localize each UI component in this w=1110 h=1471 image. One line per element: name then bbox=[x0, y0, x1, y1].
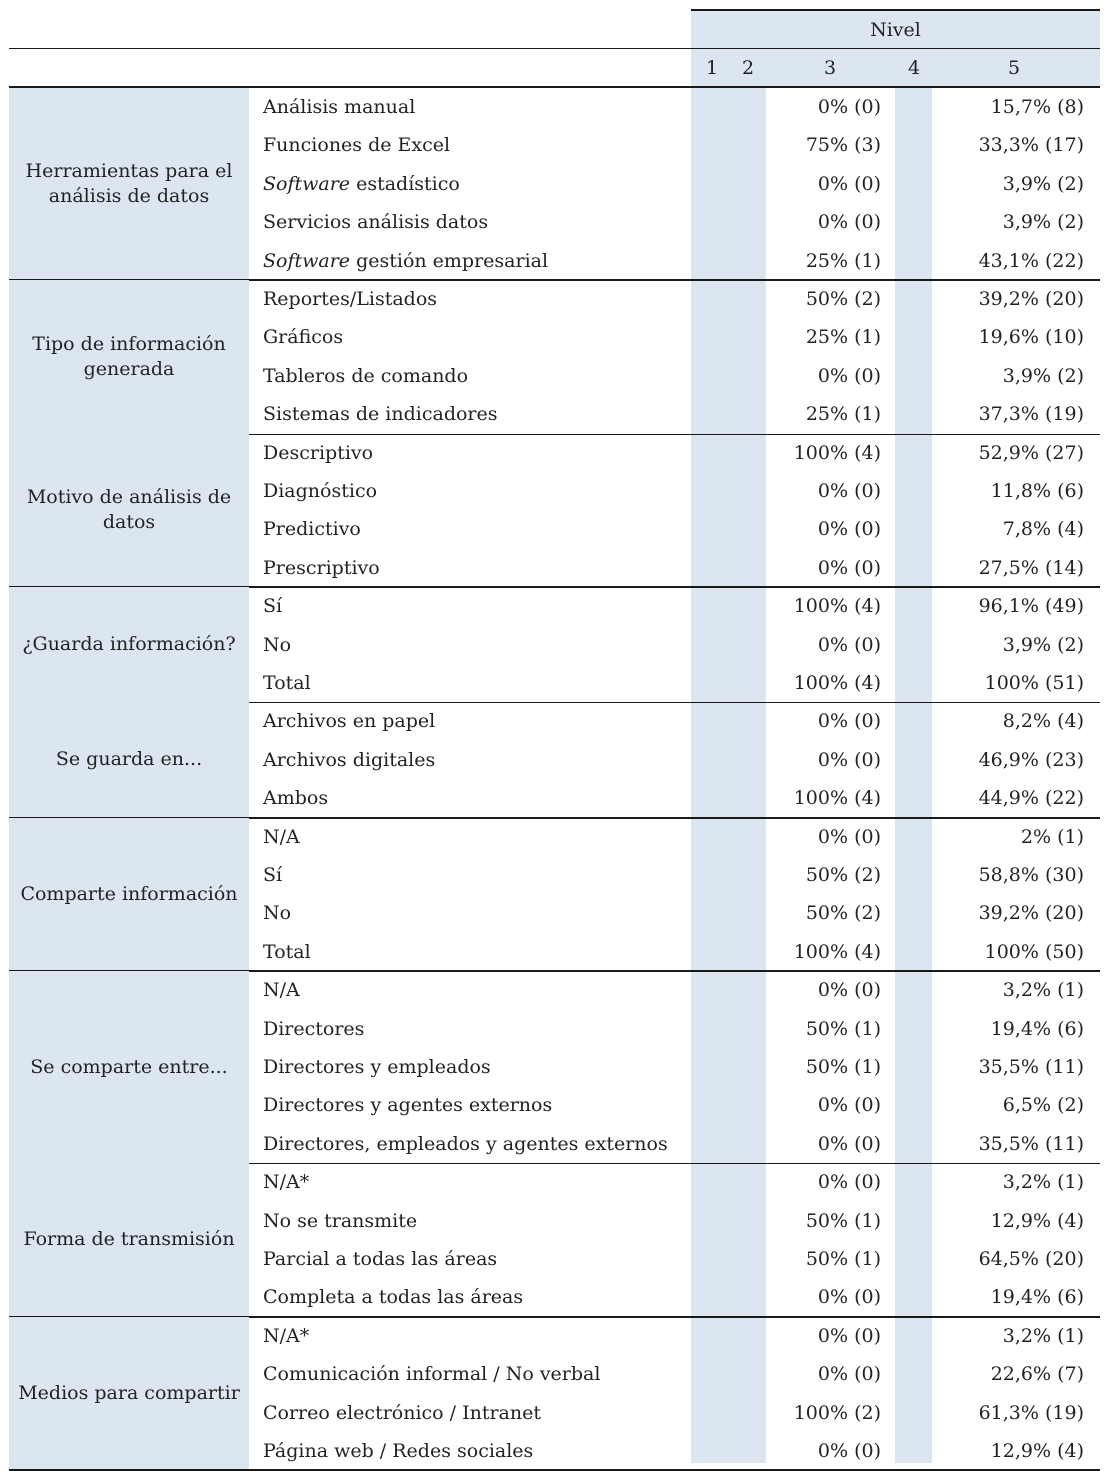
category-text: ¿Guarda información? bbox=[22, 633, 236, 656]
row-label bbox=[263, 326, 343, 348]
category-label bbox=[14, 1163, 244, 1317]
row-label bbox=[263, 826, 300, 848]
level-5-cell: 3,9% (2) bbox=[1002, 364, 1084, 387]
row-label bbox=[263, 134, 450, 156]
row-label-text: Correo electrónico / Intranet bbox=[263, 1401, 542, 1424]
category-label bbox=[14, 587, 244, 702]
level-3-cell: 50% (2) bbox=[805, 902, 881, 925]
level-5-cell: 39,2% (20) bbox=[978, 288, 1084, 310]
row-label-text: gestión empresarial bbox=[350, 249, 549, 272]
row-label bbox=[263, 634, 291, 656]
row-label bbox=[263, 365, 468, 387]
row-label bbox=[263, 979, 300, 1001]
level-3-cell: 0% (0) bbox=[817, 1094, 881, 1117]
category-label bbox=[14, 702, 244, 817]
row-label-text: Comunicación informal / No verbal bbox=[263, 1363, 601, 1386]
level-5-cell: 3,9% (2) bbox=[1002, 633, 1084, 656]
row-label bbox=[263, 1286, 523, 1308]
row-label bbox=[263, 1056, 491, 1078]
row-label bbox=[263, 672, 311, 694]
category-label bbox=[14, 1317, 244, 1471]
level-5-cell: 39,2% (20) bbox=[978, 902, 1084, 925]
row-label bbox=[263, 1402, 541, 1424]
level-3-cell: 100% (2) bbox=[793, 1401, 881, 1424]
category-label bbox=[14, 818, 244, 972]
category-text: Motivo de análisis de datos bbox=[26, 486, 232, 534]
level-5-cell: 8,2% (4) bbox=[1002, 710, 1084, 733]
row-label bbox=[263, 941, 311, 963]
row-label-text: Servicios análisis datos bbox=[263, 211, 489, 234]
levels-1-2-column bbox=[691, 88, 766, 1463]
category-text: Herramientas para el análisis de datos bbox=[25, 160, 233, 207]
category-text: Se guarda en... bbox=[55, 748, 203, 771]
header-mid-rule bbox=[9, 48, 1100, 49]
category-text: Se comparte entre... bbox=[30, 1055, 228, 1078]
row-label bbox=[263, 442, 373, 464]
row-label bbox=[263, 1171, 309, 1193]
level-3-cell: 0% (0) bbox=[817, 1286, 881, 1309]
category-label bbox=[14, 971, 244, 1163]
section-rule bbox=[249, 434, 1100, 435]
level-5-cell: 19,6% (10) bbox=[978, 326, 1084, 349]
row-label-text: Predictivo bbox=[263, 518, 361, 541]
row-label-text: No se transmite bbox=[263, 1209, 418, 1232]
level-3-cell: 0% (0) bbox=[817, 518, 881, 541]
row-label bbox=[263, 557, 380, 579]
row-label-text: Gráficos bbox=[263, 326, 344, 349]
row-label bbox=[263, 250, 548, 272]
row-label bbox=[263, 864, 282, 886]
row-label-text: No bbox=[263, 633, 292, 656]
level-3-cell: 0% (0) bbox=[817, 1132, 881, 1155]
row-label bbox=[263, 96, 415, 118]
level-2-header: 2 bbox=[741, 57, 755, 79]
level-3-cell: 100% (4) bbox=[793, 787, 881, 810]
level-5-cell: 44,9% (22) bbox=[978, 787, 1084, 810]
category-label bbox=[14, 434, 244, 588]
row-label bbox=[263, 1440, 533, 1462]
row-label-text: Ambos bbox=[263, 787, 329, 810]
row-label-text: Archivos digitales bbox=[263, 748, 436, 771]
row-label-text: Directores y agentes externos bbox=[263, 1094, 553, 1117]
level-4-header: 4 bbox=[907, 57, 921, 79]
level-3-cell: 0% (0) bbox=[817, 364, 881, 387]
row-label bbox=[263, 1094, 552, 1116]
row-label-text: Directores y empleados bbox=[263, 1056, 491, 1078]
level-3-cell: 0% (0) bbox=[817, 1363, 881, 1386]
level-3-cell: 100% (4) bbox=[793, 672, 881, 694]
level-5-cell: 19,4% (6) bbox=[990, 1286, 1084, 1309]
category-label bbox=[14, 88, 244, 280]
row-label bbox=[263, 710, 435, 732]
level-5-header: 5 bbox=[1007, 57, 1021, 79]
category-text: Tipo de información generada bbox=[32, 332, 226, 380]
level-3-cell: 0% (0) bbox=[817, 556, 881, 579]
level-3-cell: 0% (0) bbox=[817, 211, 881, 234]
level-3-cell: 50% (1) bbox=[805, 1056, 881, 1078]
row-label-text: Tableros de comando bbox=[263, 364, 469, 387]
row-label-text: Descriptivo bbox=[263, 441, 374, 464]
category-text: Medios para compartir bbox=[18, 1382, 240, 1405]
level-3-cell: 50% (1) bbox=[805, 1209, 881, 1232]
level-3-cell: 0% (0) bbox=[817, 1324, 881, 1347]
level-1-header: 1 bbox=[705, 57, 719, 79]
category-text: Comparte información bbox=[20, 882, 238, 905]
row-label-text: Análisis manual bbox=[263, 96, 416, 118]
level-5-cell: 35,5% (11) bbox=[978, 1132, 1084, 1155]
row-label bbox=[263, 518, 361, 540]
row-label bbox=[263, 902, 291, 924]
section-rule bbox=[249, 1163, 1100, 1164]
row-label bbox=[263, 403, 498, 425]
row-label-italic: Software bbox=[263, 172, 351, 195]
row-label bbox=[263, 749, 435, 771]
level-5-cell: 19,4% (6) bbox=[990, 1017, 1084, 1040]
level-3-cell: 25% (1) bbox=[805, 249, 881, 272]
level-4-column bbox=[895, 88, 932, 1463]
row-label-text: Total bbox=[263, 940, 311, 963]
level-5-cell: 96,1% (49) bbox=[978, 595, 1084, 618]
row-label-text: Página web / Redes sociales bbox=[263, 1440, 534, 1462]
row-label-text: Completa a todas las áreas bbox=[263, 1286, 524, 1309]
level-5-cell: 100% (50) bbox=[984, 940, 1084, 963]
level-5-cell: 35,5% (11) bbox=[978, 1056, 1084, 1078]
row-label-text: Prescriptivo bbox=[263, 556, 380, 579]
level-5-cell: 12,9% (4) bbox=[990, 1440, 1084, 1462]
level-5-cell: 33,3% (17) bbox=[978, 134, 1084, 157]
level-3-cell: 25% (1) bbox=[805, 326, 881, 349]
category-label bbox=[14, 280, 244, 434]
level-3-cell: 0% (0) bbox=[817, 825, 881, 848]
row-label-text: Sistemas de indicadores bbox=[263, 403, 498, 426]
level-5-cell: 22,6% (7) bbox=[990, 1363, 1084, 1386]
nivel-header: Nivel bbox=[870, 19, 921, 41]
level-3-cell: 100% (4) bbox=[793, 940, 881, 963]
row-label bbox=[263, 1018, 364, 1040]
row-label bbox=[263, 1363, 600, 1385]
row-label-text: Total bbox=[263, 672, 311, 694]
row-label-text: Directores, empleados y agentes externos bbox=[263, 1132, 668, 1155]
row-label-text: No bbox=[263, 902, 292, 925]
level-3-cell: 0% (0) bbox=[817, 172, 881, 195]
level-5-cell: 7,8% (4) bbox=[1002, 518, 1084, 541]
level-5-cell: 12,9% (4) bbox=[990, 1209, 1084, 1232]
row-label-text: Sí bbox=[263, 595, 283, 618]
row-label-text: Parcial a todas las áreas bbox=[263, 1248, 498, 1270]
row-label-text: N/A* bbox=[263, 1171, 310, 1194]
level-3-cell: 0% (0) bbox=[817, 96, 881, 118]
level-3-cell: 50% (1) bbox=[805, 1017, 881, 1040]
row-label bbox=[263, 1325, 309, 1347]
row-label-text: N/A bbox=[263, 979, 300, 1002]
row-label bbox=[263, 480, 377, 502]
section-rule bbox=[249, 702, 1100, 703]
level-3-header: 3 bbox=[823, 57, 837, 79]
row-label-text: Archivos en papel bbox=[263, 710, 436, 733]
category-text: Forma de transmisión bbox=[23, 1228, 235, 1251]
level-5-cell: 52,9% (27) bbox=[978, 441, 1084, 464]
level-5-cell: 2% (1) bbox=[1020, 825, 1084, 848]
row-label-text: Directores bbox=[263, 1017, 365, 1040]
level-5-cell: 46,9% (23) bbox=[978, 748, 1084, 771]
level-3-cell: 50% (2) bbox=[805, 864, 881, 886]
level-3-cell: 0% (0) bbox=[817, 1440, 881, 1462]
row-label-text: Sí bbox=[263, 864, 283, 886]
level-5-cell: 3,2% (1) bbox=[1002, 979, 1084, 1002]
level-5-cell: 27,5% (14) bbox=[978, 556, 1084, 579]
level-3-cell: 0% (0) bbox=[817, 748, 881, 771]
row-label-italic: Software bbox=[263, 249, 351, 272]
level-3-cell: 50% (1) bbox=[805, 1248, 881, 1270]
level-3-cell: 25% (1) bbox=[805, 403, 881, 426]
level-3-cell: 0% (0) bbox=[817, 979, 881, 1002]
level-5-cell: 58,8% (30) bbox=[978, 864, 1084, 886]
level-3-cell: 75% (3) bbox=[805, 134, 881, 157]
row-label bbox=[263, 595, 282, 617]
level-5-cell: 3,2% (1) bbox=[1002, 1171, 1084, 1194]
row-label bbox=[263, 211, 488, 233]
level-3-cell: 0% (0) bbox=[817, 480, 881, 502]
row-label-text: estadístico bbox=[350, 172, 460, 195]
row-label-text: Funciones de Excel bbox=[263, 134, 451, 157]
row-label-text: Reportes/Listados bbox=[263, 288, 438, 310]
level-3-cell: 50% (2) bbox=[805, 288, 881, 310]
row-label bbox=[263, 1210, 417, 1232]
level-5-cell: 37,3% (19) bbox=[978, 403, 1084, 426]
level-5-cell: 61,3% (19) bbox=[978, 1401, 1084, 1424]
level-3-cell: 0% (0) bbox=[817, 633, 881, 656]
row-label bbox=[263, 1248, 497, 1270]
level-5-cell: 43,1% (22) bbox=[978, 249, 1084, 272]
level-5-cell: 3,2% (1) bbox=[1002, 1324, 1084, 1347]
level-5-cell: 3,9% (2) bbox=[1002, 172, 1084, 195]
level-5-cell: 3,9% (2) bbox=[1002, 211, 1084, 234]
level-5-cell: 15,7% (8) bbox=[990, 96, 1084, 118]
row-label-text: N/A bbox=[263, 825, 300, 848]
level-5-cell: 6,5% (2) bbox=[1002, 1094, 1084, 1117]
row-label-text: Diagnóstico bbox=[263, 480, 378, 502]
level-3-cell: 100% (4) bbox=[793, 441, 881, 464]
row-label-text: N/A* bbox=[263, 1324, 310, 1347]
row-label bbox=[263, 173, 460, 195]
row-label bbox=[263, 288, 437, 310]
level-3-cell: 0% (0) bbox=[817, 710, 881, 733]
level-5-cell: 11,8% (6) bbox=[990, 480, 1084, 502]
row-label bbox=[263, 787, 328, 809]
level-5-cell: 64,5% (20) bbox=[978, 1248, 1084, 1270]
level-3-cell: 100% (4) bbox=[793, 595, 881, 618]
row-label bbox=[263, 1133, 668, 1155]
level-5-cell: 100% (51) bbox=[984, 672, 1084, 694]
level-3-cell: 0% (0) bbox=[817, 1171, 881, 1194]
header-top-rule bbox=[691, 9, 1100, 11]
